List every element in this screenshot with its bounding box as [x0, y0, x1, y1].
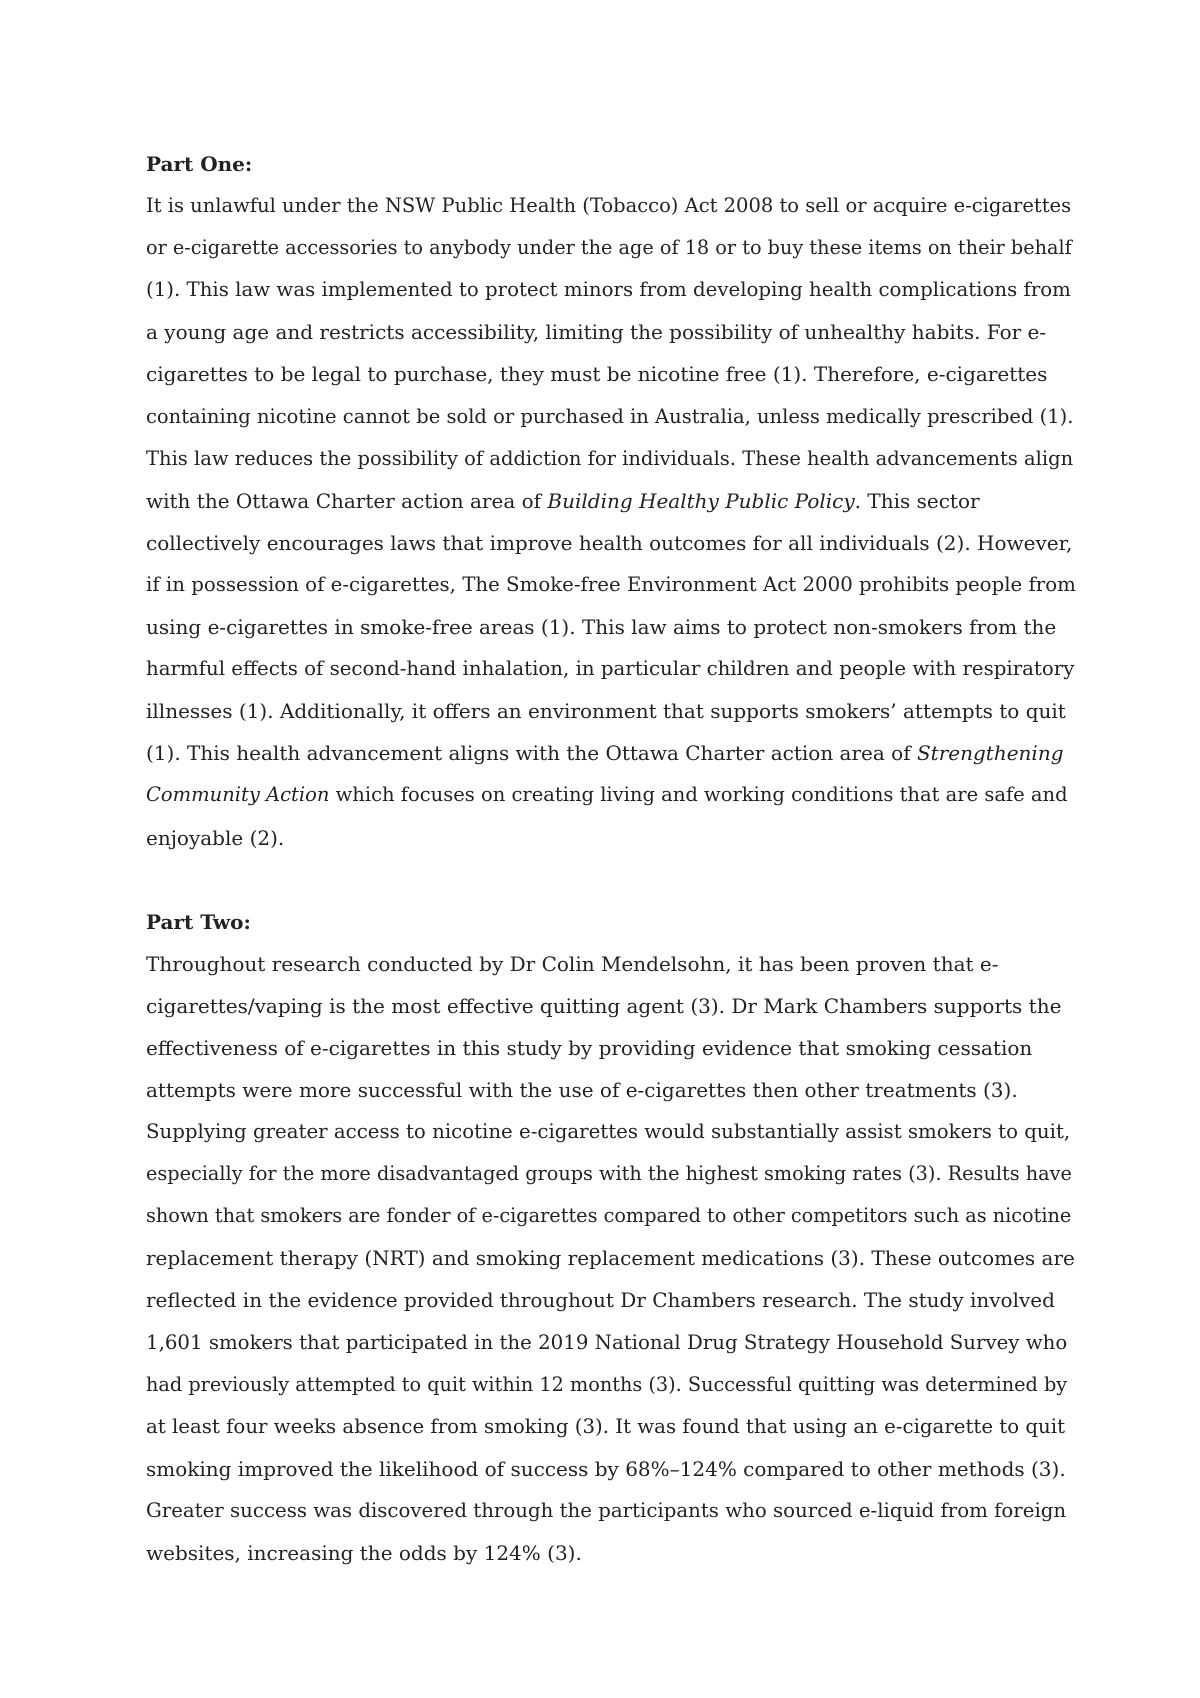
- text-run: which focuses on creating living and working conditions that are safe and: [329, 783, 1068, 807]
- part-two-line: reflected in the evidence provided throughout Dr Chambers research. The study involved: [146, 1288, 1055, 1313]
- part-one-paragraph: [146, 185, 1076, 859]
- part-one-line: cigarettes to be legal to purchase, they must be nicotine free (1). Therefore, e-cigarettes: [146, 362, 1048, 387]
- text-run: . This sector: [854, 488, 980, 513]
- part-two-line: had previously attempted to quit within 12 months (3). Successful quitting was determined by: [146, 1372, 1068, 1396]
- part-one-line: It is unlawful under the NSW Public Health (Tobacco) Act 2008 to sell or acquire e-cigarettes: [146, 194, 1072, 218]
- part-two-line: Throughout research conducted by Dr Colin Mendelsohn, it has been proven that e-: [146, 951, 999, 976]
- part-one-heading: Part One:: [146, 152, 253, 176]
- part-two-line: shown that smokers are fonder of e-cigarettes compared to other competitors such as nicotine: [146, 1204, 1072, 1228]
- part-two-line: effectiveness of e-cigarettes in this study by providing evidence that smoking cessation: [146, 1035, 1033, 1060]
- part-two-line: websites, increasing the odds by 124% (3).: [146, 1541, 582, 1565]
- part-one-line: using e-cigarettes in smoke-free areas (1). This law aims to protect non-smokers from the: [146, 615, 1057, 640]
- italic-term-community-action: Community Action: [146, 783, 330, 807]
- part-two-line: at least four weeks absence from smoking (3). It was found that using an e-cigarette to quit: [146, 1414, 1066, 1438]
- part-two-line: 1,601 smokers that participated in the 2019 National Drug Strategy Household Survey who: [146, 1330, 1068, 1354]
- italic-term-strengthening: Strengthening: [916, 741, 1064, 766]
- part-one-line: [146, 480, 1076, 522]
- text-run: (1). This health advancement aligns with the Ottawa Charter action area of: [146, 741, 917, 766]
- part-two-paragraph: [146, 943, 1076, 1574]
- part-two-heading: Part Two:: [146, 909, 251, 934]
- part-two-line: especially for the more disadvantaged groups with the highest smoking rates (3). Results have: [146, 1162, 1072, 1186]
- part-one-line: enjoyable (2).: [146, 825, 285, 850]
- text-run: with the Ottawa Charter action area of: [146, 488, 548, 513]
- part-two-line: Greater success was discovered through the participants who sourced e-liquid from foreign: [146, 1498, 1067, 1522]
- part-one-line: collectively encourages laws that improve health outcomes for all individuals (2). However,: [146, 530, 1073, 555]
- part-two-line: Supplying greater access to nicotine e-cigarettes would substantially assist smokers to quit,: [146, 1120, 1071, 1144]
- part-one-line: [146, 774, 1076, 816]
- part-one-line: illnesses (1). Additionally, it offers an environment that supports smokers’ attempts to quit: [146, 699, 1066, 724]
- part-two-line: replacement therapy (NRT) and smoking replacement medications (3). These outcomes are: [146, 1246, 1075, 1271]
- part-one-line: containing nicotine cannot be sold or purchased in Australia, unless medically prescribed (1).: [146, 404, 1074, 428]
- part-two-line: attempts were more successful with the use of e-cigarettes then other treatments (3).: [146, 1077, 1018, 1102]
- part-two-line: smoking improved the likelihood of success by 68%–124% compared to other methods (3).: [146, 1456, 1066, 1481]
- part-one-line: (1). This law was implemented to protect minors from developing health complications from: [146, 278, 1071, 302]
- part-one-line: harmful effects of second-hand inhalation, in particular children and people with respiratory: [146, 657, 1075, 681]
- section-spacer: [146, 859, 1076, 901]
- document-body: [146, 143, 1076, 1574]
- part-one-line: a young age and restricts accessibility, limiting the possibility of unhealthy habits. For e-: [146, 320, 1047, 345]
- italic-term-building-healthy-public-policy: Building Healthy Public Policy: [547, 488, 855, 513]
- part-one-line: if in possession of e-cigarettes, The Smoke-free Environment Act 2000 prohibits people from: [146, 572, 1076, 596]
- part-one-line: [146, 732, 1076, 774]
- part-one-line: This law reduces the possibility of addiction for individuals. These health advancements align: [146, 446, 1074, 470]
- part-one-line: or e-cigarette accessories to anybody under the age of 18 or to buy these items on their behalf: [146, 236, 1072, 260]
- part-two-line: cigarettes/vaping is the most effective quitting agent (3). Dr Mark Chambers supports the: [146, 993, 1062, 1018]
